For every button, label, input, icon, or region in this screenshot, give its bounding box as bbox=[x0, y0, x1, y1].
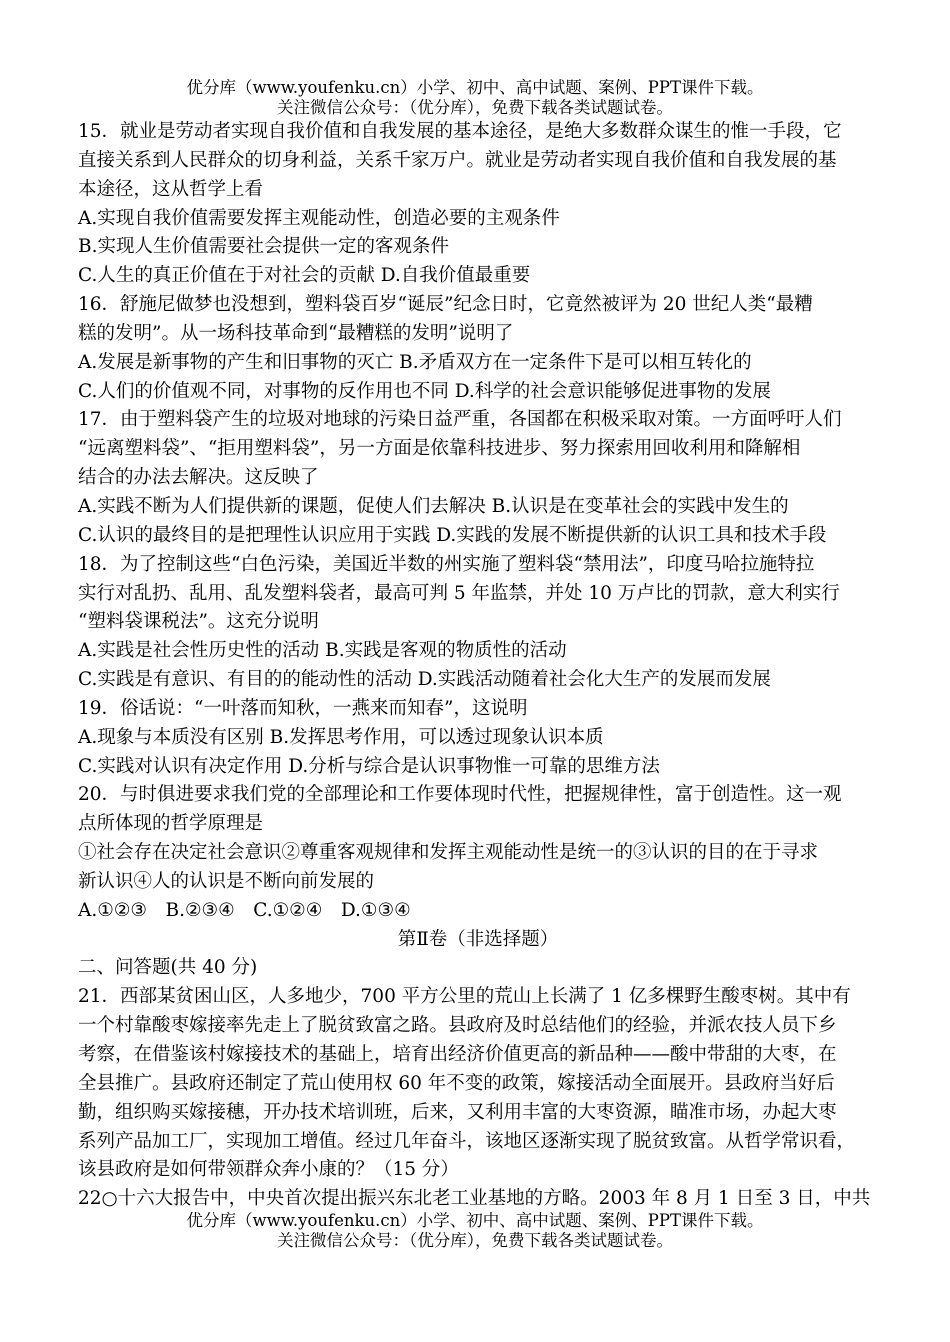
text-line: 糕的发明”。从一场科技革命到“最糟糕的发明”说明了 bbox=[78, 322, 514, 344]
text-line: 16．舒施尼做梦也没想到，塑料袋百岁“诞辰”纪念日时，它竟然被评为 20 世纪人类“最糟 bbox=[78, 294, 813, 316]
text-line: “塑料袋课税法”。这充分说明 bbox=[78, 611, 319, 633]
text-line: 结合的办法去解决。这反映了 bbox=[78, 467, 319, 489]
option-line: A.实践是社会性历史性的活动 B.实践是客观的物质性的活动 bbox=[78, 640, 567, 662]
option-line: A.实践不断为人们提供新的课题，促使人们去解决 B.认识是在变革社会的实践中发生的 bbox=[78, 495, 789, 517]
option-line: B.实现人生价值需要社会提供一定的客观条件 bbox=[78, 236, 449, 258]
document-body bbox=[78, 118, 878, 1214]
header-line-2: 关注微信公众号：（优分库），免费下载各类试题试卷。 bbox=[277, 98, 673, 117]
page-header bbox=[0, 78, 950, 118]
text-line: “远离塑料袋”、“拒用塑料袋”，另一方面是依靠科技进步、努力探索用回收利用和降解相 bbox=[78, 438, 801, 460]
text-line: 15．就业是劳动者实现自我价值和自我发展的基本途径，是绝大多数群众谋生的惟一手段，它 bbox=[78, 121, 842, 142]
text-line: 勤，组织购买嫁接穗，开办技术培训班，后来，又利用丰富的大枣资源，瞄准市场，办起大枣 bbox=[78, 1101, 837, 1123]
text-line: 本途径，这从哲学上看 bbox=[78, 178, 264, 200]
text-line: 点所体现的哲学原理是 bbox=[78, 813, 264, 835]
text-line: 该县政府是如何带领群众奔小康的？（15 分） bbox=[78, 1159, 459, 1181]
footer-line-1: 优分库（www.youfenku.cn）小学、初中、高中试题、案例、PPT课件下载。 bbox=[186, 1211, 764, 1230]
text-line: ①社会存在决定社会意识②尊重客观规律和发挥主观能动性是统一的③认识的目的在于寻求 bbox=[78, 842, 819, 864]
text-line: 17．由于塑料袋产生的垃圾对地球的污染日益严重，各国都在积极采取对策。一方面呼吁人们 bbox=[78, 409, 842, 431]
header-line-1: 优分库（www.youfenku.cn）小学、初中、高中试题、案例、PPT课件下载。 bbox=[186, 78, 764, 97]
option-line: C.认识的最终目的是把理性认识应用于实践 D.实践的发展不断提供新的认识工具和技术手段 bbox=[78, 524, 827, 546]
text-line: 全县推广。县政府还制定了荒山使用权 60 年不变的政策，嫁接活动全面展开。县政府当好后 bbox=[78, 1072, 835, 1094]
text-line: 实行对乱扔、乱用、乱发塑料袋者，最高可判 5 年监禁，并处 10 万卢比的罚款，意大利实行 bbox=[78, 582, 840, 604]
section-title: 第Ⅱ卷（非选择题） bbox=[397, 928, 559, 950]
text-line: 19．俗话说：“一叶落而知秋，一燕来而知春”，这说明 bbox=[78, 697, 528, 719]
option-line: A.实现自我价值需要发挥主观能动性，创造必要的主观条件 bbox=[78, 207, 560, 229]
text-line: 一个村靠酸枣嫁接率先走上了脱贫致富之路。县政府及时总结他们的经验，并派农技人员下乡 bbox=[78, 1015, 837, 1037]
text-line: 新认识④人的认识是不断向前发展的 bbox=[78, 870, 375, 892]
option-line: C.实践是有意识、有目的的能动性的活动 D.实践活动随着社会化大生产的发展而发展 bbox=[78, 669, 771, 691]
text-line: 考察，在借鉴该村嫁接技术的基础上，培育出经济价值更高的新品种——酸中带甜的大枣，在 bbox=[78, 1044, 837, 1065]
text-line: 21．西部某贫困山区，人多地少，700 平方公里的荒山上长满了 1 亿多棵野生酸枣树。其中有 bbox=[78, 986, 851, 1008]
option-line: A.现象与本质没有区别 B.发挥思考作用，可以透过现象认识本质 bbox=[78, 726, 604, 748]
page-footer bbox=[0, 1211, 950, 1251]
option-line: A.发展是新事物的产生和旧事物的灭亡 B.矛盾双方在一定条件下是可以相互转化的 bbox=[78, 351, 752, 373]
text-line: 直接关系到人民群众的切身利益，关系千家万户。就业是劳动者实现自我价值和自我发展的基 bbox=[78, 149, 837, 171]
footer-line-2: 关注微信公众号：（优分库），免费下载各类试题试卷。 bbox=[277, 1231, 673, 1250]
text-line: 22○十六大报告中，中央首次提出振兴东北老工业基地的方略。2003 年 8 月 1 日至 3 日，中共 bbox=[78, 1188, 871, 1210]
option-line: C.人生的真正价值在于对社会的贡献 D.自我价值最重要 bbox=[78, 265, 531, 287]
text-line: 系列产品加工厂，实现加工增值。经过几年奋斗，该地区逐渐实现了脱贫致富。从哲学常识看， bbox=[78, 1130, 856, 1152]
text-line: 18．为了控制这些“白色污染，美国近半数的州实施了塑料袋“禁用法”，印度马哈拉施特拉 bbox=[78, 553, 815, 575]
text-line: 20．与时俱进要求我们党的全部理论和工作要体现时代性，把握规律性，富于创造性。这一观 bbox=[78, 784, 842, 806]
section-heading: 二、问答题(共 40 分) bbox=[78, 957, 258, 979]
option-line: A.①②③ B.②③④ C.①②④ D.①③④ bbox=[78, 899, 411, 921]
option-line: C.人们的价值观不同，对事物的反作用也不同 D.科学的社会意识能够促进事物的发展 bbox=[78, 380, 771, 402]
option-line: C.实践对认识有决定作用 D.分析与综合是认识事物惟一可靠的思维方法 bbox=[78, 755, 660, 777]
